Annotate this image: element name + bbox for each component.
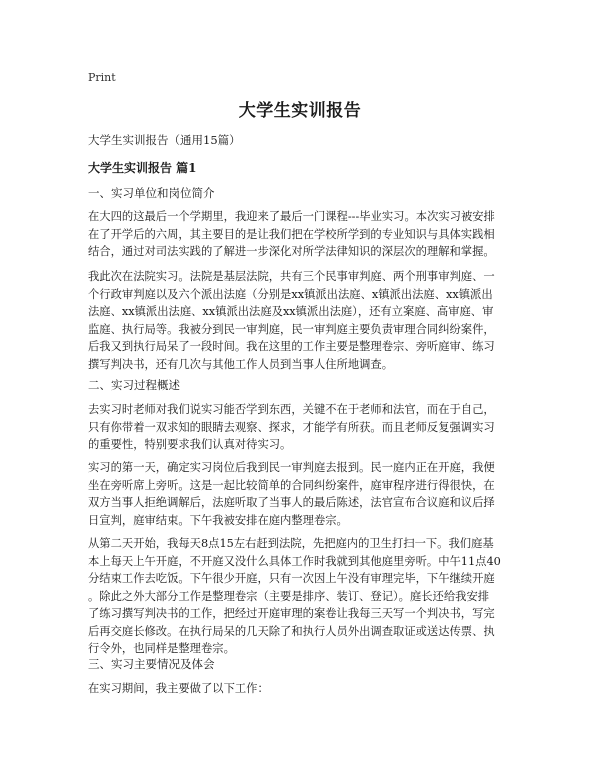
paragraph-line: 去实习时老师对我们说实习能否学到东西，关键不在于老师和法官，而在于自己， — [88, 403, 495, 416]
document-subtitle: 大学生实训报告（通用15篇） — [88, 133, 241, 147]
paragraph-line: 。除此之外大部分工作是整理卷宗（主要是排序、装订、登记）。庭长还给我安排 — [88, 589, 490, 603]
paragraph-line: 后我又到执行局呆了一段时间。我在这里的工作主要是整理卷宗、旁听庭审、练习 — [88, 340, 495, 353]
paragraph-work-list-intro — [88, 680, 518, 698]
section-title: 大学生实训报告 篇1 — [88, 161, 197, 175]
paragraph-line: 在实习期间，我主要做了以下工作： — [88, 682, 269, 695]
paragraph-first-day — [88, 459, 518, 529]
paragraph-line: 监庭、执行局等。我被分到民一审判庭，民一审判庭主要负责审理合同纠纷案件， — [88, 322, 495, 336]
paragraph-line: 只有你带着一双求知的眼睛去观察、探求，才能学有所获。而且老师反复强调实习 — [88, 420, 495, 434]
paragraph-line: 在大四的这最后一个学期里，我迎来了最后一门课程---毕业实习。本次实习被安排 — [88, 210, 495, 223]
paragraph-court-description — [88, 268, 518, 373]
paragraph-teacher-advice — [88, 401, 518, 454]
paragraph-line: 分结束工作去吃饭。下午很少开庭，只有一次因上午没有审理完毕，下午继续开庭 — [88, 572, 495, 585]
paragraph-line: 坐在旁听席上旁听。这是一起比较简单的合同纠纷案件，庭审程序进行得很快，在 — [88, 478, 495, 492]
heading-process-overview: 二、实习过程概述 — [88, 378, 180, 392]
paragraph-line: 本上每天上午开庭，不开庭又没什么具体工作时我就到其他庭里旁听。中午11点40 — [88, 554, 501, 568]
paragraph-line: 行令外，也同样是整理卷宗。 — [88, 642, 235, 655]
paragraph-line: 了练习撰写判决书的工作，把经过开庭审理的案卷让我每三天写一个判决书，写完 — [88, 607, 495, 620]
paragraph-line: 双方当事人拒绝调解后，法庭听取了当事人的最后陈述，法官宣布合议庭和议后择 — [88, 496, 495, 509]
paragraph-intro — [88, 208, 518, 261]
paragraph-daily-routine — [88, 535, 518, 658]
paragraph-line: 撰写判决书，还有几次与其他工作人员到当事人住所地调查。 — [88, 357, 394, 371]
paragraph-line: 在了开学后的六周，其主要目的是让我们把在学校所学到的专业知识与具体实践相 — [88, 227, 495, 241]
paragraph-line: 后再交庭长修改。在执行局呆的几天除了和执行人员外出调查取证或送达传票、执 — [88, 624, 495, 638]
paragraph-line: 的重要性，特别要求我们认真对待实习。 — [88, 438, 292, 451]
print-link[interactable]: Print — [88, 71, 116, 84]
paragraph-line: 从第二天开始，我每天8点15左右赶到法院，先把庭内的卫生打扫一下。我们庭基 — [88, 537, 494, 550]
paragraph-line: 个行政审判庭以及六个派出法庭（分别是xx镇派出法庭、x镇派出法庭、xx镇派出 — [88, 287, 493, 301]
heading-unit-and-position: 一、实习单位和岗位简介 — [88, 186, 215, 200]
paragraph-line: 实习的第一天，确定实习岗位后我到民一审判庭去报到。民一庭内正在开庭，我便 — [88, 461, 495, 474]
paragraph-line: 我此次在法院实习。法院是基层法院，共有三个民事审判庭、两个刑事审判庭、一 — [88, 270, 495, 283]
paragraph-line: 结合，通过对司法实践的了解进一步深化对所学法律知识的深层次的理解和掌握。 — [88, 245, 495, 258]
paragraph-line: 日宣判，庭审结束。下午我被安排在庭内整理卷宗。 — [88, 513, 348, 527]
paragraph-line: 法庭、xx镇派出法庭、xx镇派出法庭及xx镇派出法庭），还有立案庭、高审庭、审 — [88, 305, 494, 318]
document-title: 大学生实训报告 — [238, 101, 362, 121]
heading-main-experience: 三、实习主要情况及体会 — [88, 657, 215, 671]
